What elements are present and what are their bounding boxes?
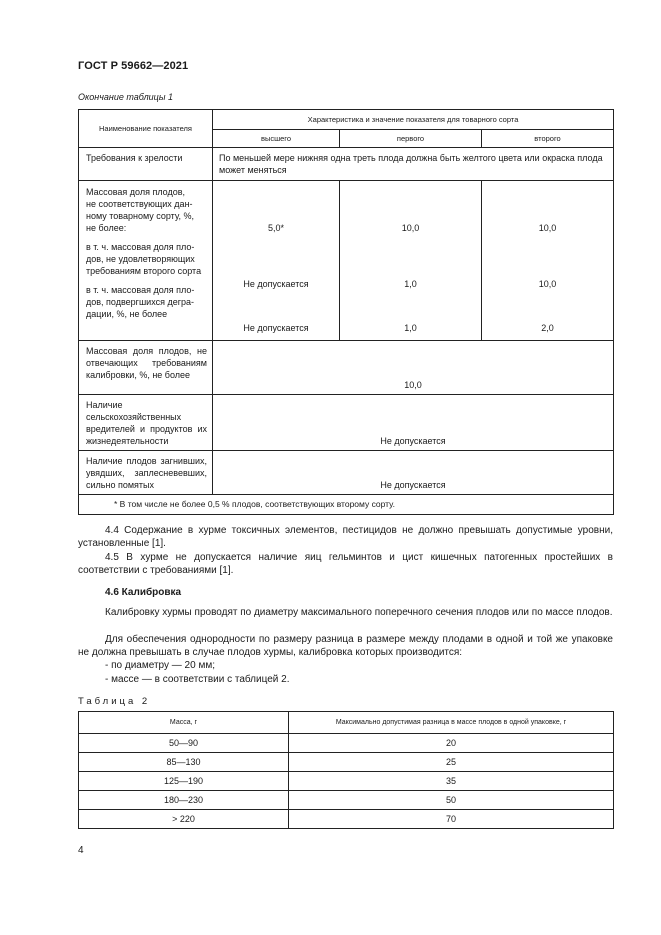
header-grade-group: Характеристика и значение показателя для товарного сорта xyxy=(213,110,614,130)
section-heading-4-6: 4.6 Калибровка xyxy=(105,587,182,598)
paragraph-4-4: 4.4 Содержание в хурме токсичных элементов, пестицидов не должно превышать допустимые уровни, установленные [1]. xyxy=(78,525,613,549)
header-grade-second: второго xyxy=(482,130,614,148)
value-second-grade-first: 1,0 xyxy=(404,279,417,289)
cell-difference: 50 xyxy=(289,791,614,810)
table-1 xyxy=(78,109,614,515)
header-mass: Масса, г xyxy=(79,712,289,734)
cell-difference: 35 xyxy=(289,772,614,791)
row-calibration-name: Массовая доля плодов, не отвечающих требованиям калибровки, %, не более xyxy=(79,341,213,395)
value-nonconforming-second: 10,0 xyxy=(538,223,557,233)
table-row xyxy=(79,753,614,772)
name-degraded-3: дации, %, не более xyxy=(86,309,168,319)
col-second-values xyxy=(482,181,614,341)
row-rotten-value: Не допускается xyxy=(213,451,614,495)
cell-mass: 180—230 xyxy=(79,791,289,810)
name-second-grade-3: требованиям второго сорта xyxy=(86,266,202,276)
name-degraded-2: дов, подвергшихся дегра- xyxy=(86,297,195,307)
value-nonconforming-highest: 5,0* xyxy=(267,223,284,233)
row-mass-fraction-names xyxy=(79,181,213,341)
cell-difference: 70 xyxy=(289,810,614,829)
name-nonconforming-2: не соответствующих дан- xyxy=(86,199,193,209)
table-row xyxy=(79,772,614,791)
paragraph-4-5: 4.5 В хурме не допускается наличие яиц гельминтов и цист кишечных патогенных простейших в соответствии с требованиями [1]. xyxy=(78,552,613,576)
paragraph-4-6-calibration: Калибровку хурмы проводят по диаметру максимального поперечного сечения плодов или по массе плодов. xyxy=(105,607,613,618)
value-nonconforming-first: 10,0 xyxy=(401,223,420,233)
col-first-values xyxy=(340,181,482,341)
value-second-grade-highest: Не допускается xyxy=(243,279,309,289)
name-nonconforming-3: ному товарному сорту, %, xyxy=(86,211,194,221)
name-degraded-1: в т. ч. массовая доля пло- xyxy=(86,285,195,295)
row-ripeness-value: По меньшей мере нижняя одна треть плода должна быть желтого цвета или окраска плода может меняться xyxy=(213,148,614,181)
col-highest-values xyxy=(213,181,340,341)
value-degraded-second: 2,0 xyxy=(541,323,554,333)
table1-caption: Окончание таблицы 1 xyxy=(78,92,173,102)
cell-mass: > 220 xyxy=(79,810,289,829)
header-indicator-name: Наименование показателя xyxy=(79,110,213,148)
value-degraded-highest: Не допускается xyxy=(243,323,309,333)
row-ripeness-name: Требования к зрелости xyxy=(79,148,213,181)
header-grade-first: первого xyxy=(340,130,482,148)
table-row xyxy=(79,810,614,829)
header-max-difference: Максимально допустимая разница в массе плодов в одной упаковке, г xyxy=(289,712,614,734)
cell-mass: 125—190 xyxy=(79,772,289,791)
bullet-diameter: - по диаметру — 20 мм; xyxy=(105,660,215,671)
cell-difference: 25 xyxy=(289,753,614,772)
table-2 xyxy=(78,711,614,829)
value-degraded-first: 1,0 xyxy=(404,323,417,333)
cell-mass: 85—130 xyxy=(79,753,289,772)
page-number: 4 xyxy=(78,845,84,856)
row-calibration-value: 10,0 xyxy=(213,341,614,395)
table-row xyxy=(79,734,614,753)
cell-difference: 20 xyxy=(289,734,614,753)
value-second-grade-second: 10,0 xyxy=(538,279,557,289)
table1-footnote: * В том числе не более 0,5 % плодов, соответствующих второму сорту. xyxy=(79,495,614,515)
row-rotten-name: Наличие плодов загнивших, увядших, заплесневевших, сильно помятых xyxy=(79,451,213,495)
document-header: ГОСТ Р 59662—2021 xyxy=(78,60,189,72)
row-pests-value: Не допускается xyxy=(213,395,614,451)
bullet-mass: - массе — в соответствии с таблицей 2. xyxy=(105,674,290,685)
header-grade-highest: высшего xyxy=(213,130,340,148)
name-nonconforming-1: Массовая доля плодов, xyxy=(86,187,186,197)
paragraph-4-6-uniformity: Для обеспечения однородности по размеру разница в размере между плодами в одной и той же упаковке не должна превышать в случае плодов хурмы, калибровка которых производится: xyxy=(78,634,613,658)
table-row xyxy=(79,791,614,810)
name-second-grade-2: дов, не удовлетворяющих xyxy=(86,254,195,264)
table2-caption: Таблица 2 xyxy=(78,696,151,707)
name-second-grade-1: в т. ч. массовая доля пло- xyxy=(86,242,195,252)
row-pests-name: Наличие сельскохозяйственных вредителей и продуктов их жизнедеятельности xyxy=(79,395,213,451)
cell-mass: 50—90 xyxy=(79,734,289,753)
name-nonconforming-4: не более: xyxy=(86,223,127,233)
